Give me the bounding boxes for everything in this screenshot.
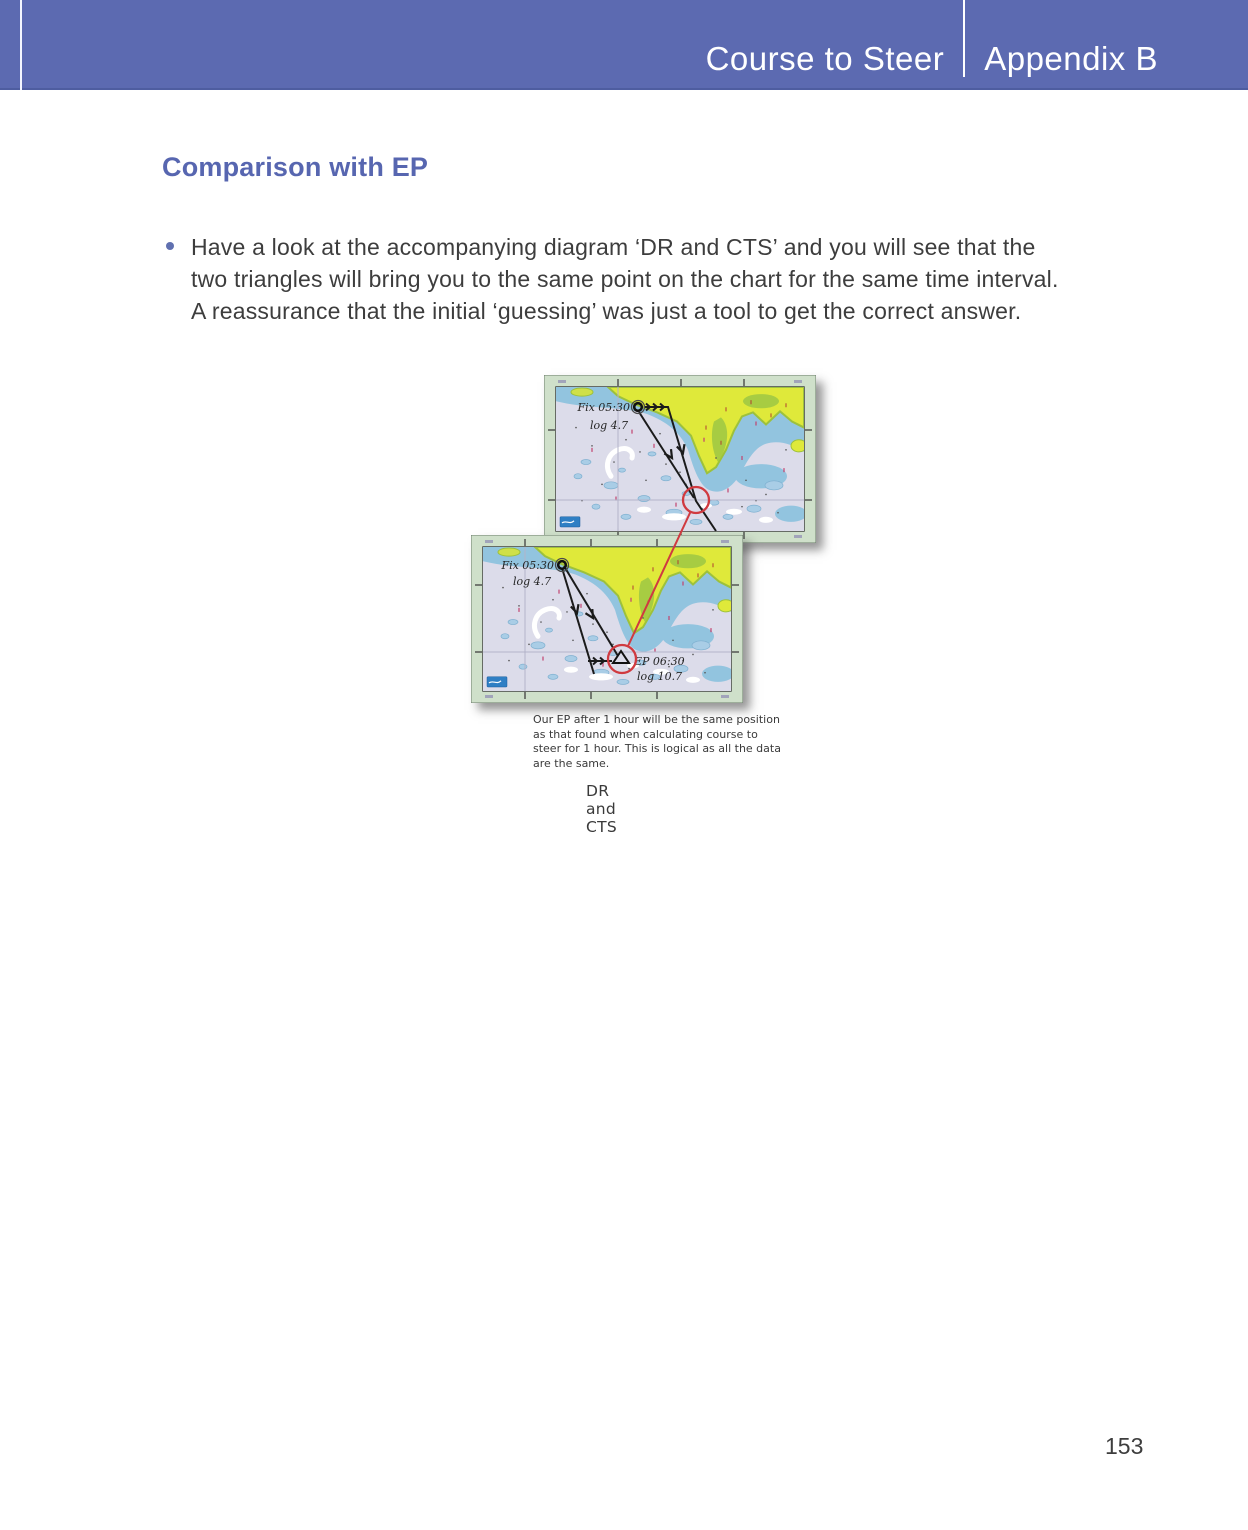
header-left-rule xyxy=(20,0,22,90)
header-divider xyxy=(963,0,965,77)
header-band xyxy=(0,0,1248,90)
ep-log-label: log 10.7 xyxy=(637,670,683,683)
fix-time-label: Fix 05:30 xyxy=(577,401,630,414)
fix-time-label: Fix 05:30 xyxy=(501,559,554,572)
caption-line: steer for 1 hour. This is logical as all the data xyxy=(533,742,781,755)
header-page-title: Appendix B xyxy=(984,40,1158,77)
bullet-item xyxy=(166,231,1059,327)
bullet-dot xyxy=(166,242,174,250)
page-heading: Comparison with EP xyxy=(162,152,429,182)
caption-line: Our EP after 1 hour will be the same position xyxy=(533,713,780,726)
paragraph-line: two triangles will bring you to the same point on the chart for the same time interval. xyxy=(191,266,1059,292)
paragraph-line: Have a look at the accompanying diagram ‘DR and CTS’ and you will see that the xyxy=(191,234,1036,260)
paragraph-line: A reassurance that the initial ‘guessing’ was just a tool to get the correct answer. xyxy=(191,298,1022,324)
page-number: 153 xyxy=(1105,1433,1144,1459)
caption-line: as that found when calculating course to xyxy=(533,727,758,741)
figure-caption xyxy=(533,713,793,771)
chart-image-cts xyxy=(544,375,816,543)
chart-image-dr xyxy=(471,535,743,703)
fix-log-label: log 4.7 xyxy=(513,575,552,588)
header-section-title: Course to Steer xyxy=(705,40,945,77)
caption-line: are the same. xyxy=(533,756,610,770)
fix-log-label: log 4.7 xyxy=(590,419,629,432)
figure-title: DR and CTS xyxy=(586,782,618,836)
ep-time-label: EP 06:30 xyxy=(634,655,685,668)
bullet-paragraph xyxy=(191,231,1059,327)
